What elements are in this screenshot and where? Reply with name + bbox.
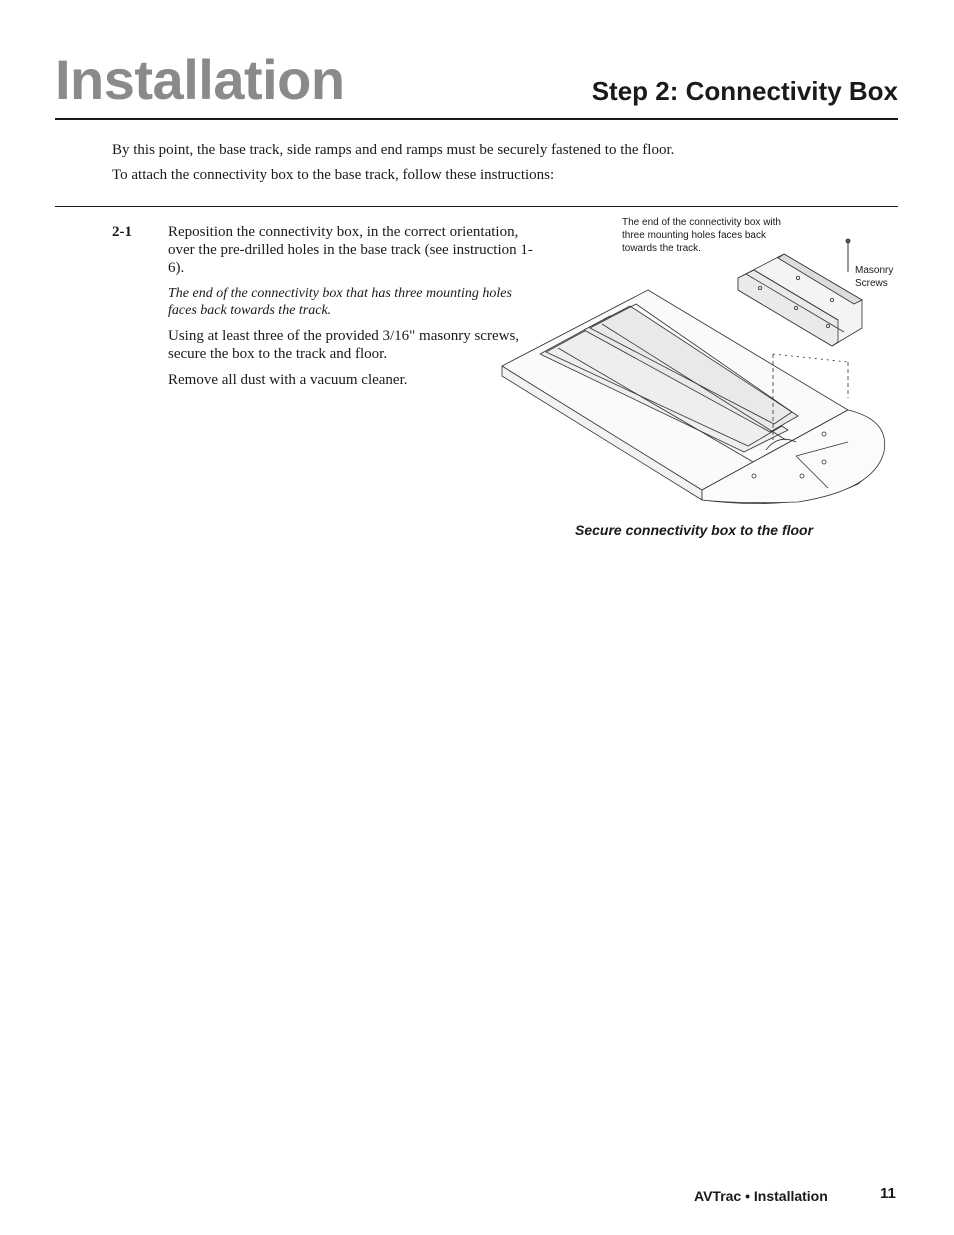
step-paragraph-4: Remove all dust with a vacuum cleaner.	[168, 372, 408, 388]
step-instructions	[168, 223, 540, 397]
step-paragraph-1: Reposition the connectivity box, in the correct orientation, over the pre-drilled holes in the base track (see instruction 1-6).	[168, 224, 533, 276]
callout-box-end: The end of the connectivity box with three mounting holes faces back towards the track.	[622, 217, 781, 254]
page-number: 11	[880, 1185, 896, 1202]
step-number: 2-1	[112, 224, 132, 240]
footer-label: AVTrac • Installation	[694, 1188, 828, 1204]
intro-paragraph-2: To attach the connectivity box to the base track, follow these instructions:	[112, 167, 555, 183]
section-rule	[55, 206, 898, 207]
connectivity-box-illustration	[498, 212, 898, 512]
callout-masonry-screws: Masonry Screws	[855, 265, 894, 289]
step-note: The end of the connectivity box that has three mounting holes faces back towards the track.	[168, 286, 512, 318]
step-paragraph-3: Using at least three of the provided 3/16" masonry screws, secure the box to the track and floor.	[168, 328, 520, 362]
intro-paragraph-1: By this point, the base track, side ramps and end ramps must be securely fastened to the floor.	[112, 142, 675, 158]
header-rule	[55, 118, 898, 120]
section-title: Installation	[55, 48, 345, 111]
step-title: Step 2: Connectivity Box	[591, 76, 898, 106]
figure-caption: Secure connectivity box to the floor	[575, 522, 814, 538]
